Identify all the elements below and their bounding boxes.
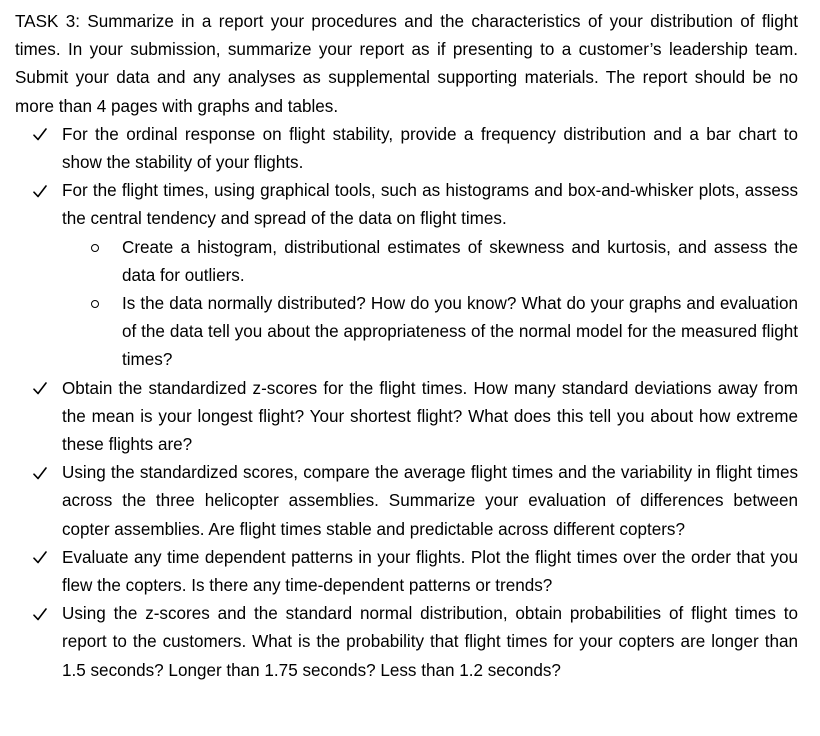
hollow-circle-icon (91, 244, 99, 252)
list-item (62, 544, 798, 600)
list-item-text: Using the standardized scores, compare the average flight times and the variability in flight times across the three helicopter assemblies. Summarize your evaluation of differences between copter assemblies. Are flight times stable and predictable across different copters? (62, 463, 798, 539)
checkmark-icon (33, 375, 49, 403)
list-item-text: For the ordinal response on flight stability, provide a frequency distribution and a bar chart to show the stability of your flights. (62, 124, 798, 173)
checkmark-icon (33, 121, 49, 149)
sub-list-item-text: Is the data normally distributed? How do you know? What do your graphs and evaluation of the data tell you about the appropriateness of the normal model for the measured flight times? (122, 294, 798, 370)
checkmark-icon (33, 459, 49, 487)
list-item-text: Obtain the standardized z-scores for the flight times. How many standard deviations away from the mean is your longest flight? Your shortest flight? What does this tell you about how extreme these flights are? (62, 378, 798, 455)
list-item (62, 375, 798, 460)
checkmark-icon (33, 544, 49, 572)
hollow-circle-icon (91, 300, 99, 308)
list-item (62, 459, 798, 544)
list-item (62, 177, 798, 374)
list-item-text: Evaluate any time dependent patterns in your flights. Plot the flight times over the order that you flew the copters. Is there any time-dependent patterns or trends? (62, 547, 798, 596)
list-item (62, 121, 798, 177)
list-item-text: For the flight times, using graphical tools, such as histograms and box-and-whisker plots, assess the central tendency and spread of the data on flight times. (62, 181, 798, 229)
checkmark-icon (33, 177, 49, 205)
checkmark-icon (33, 600, 49, 628)
sub-list (62, 234, 798, 375)
sub-list-item-text: Create a histogram, distributional estimates of skewness and kurtosis, and assess the data for outliers. (122, 237, 798, 285)
sub-list-item (122, 234, 798, 290)
sub-list-item (122, 290, 798, 375)
list-item-text: Using the z-scores and the standard normal distribution, obtain probabilities of flight times to report to the customers. What is the probability that flight times for your copters are longer than 1.5 seconds? Longer than 1.75 seconds? Less than 1.2 seconds? (62, 604, 798, 680)
task-intro-paragraph: TASK 3: Summarize in a report your procedures and the characteristics of your distribution of flight times. In your submission, summarize your report as if presenting to a customer’s leadership team. Submit your data and any analyses as supplemental supporting materials. The report should be no more than 4 pages with graphs and tables. (15, 12, 798, 116)
task-checklist (15, 121, 798, 685)
list-item (62, 600, 798, 685)
